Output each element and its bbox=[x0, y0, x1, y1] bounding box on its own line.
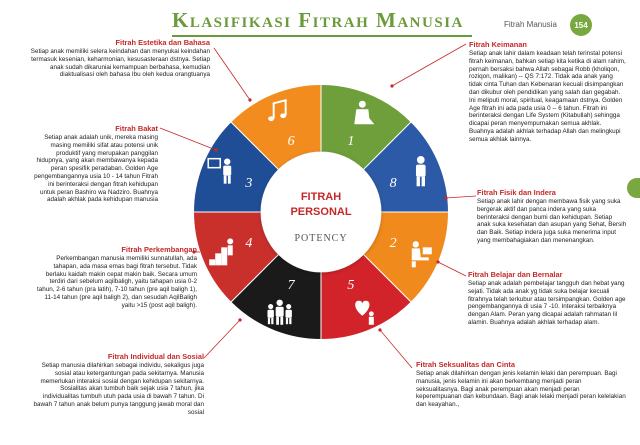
section-body: Setiap anak lahir dengan membawa fisik yang suka bergerak aktif dan panca indera yang suka berinteraksi dengan bumi dan kehidupan. Setiap anak suka kesehatan dan asupan yang Sehat, Bersih dan Baik. Setiap indera juga suka menerima input yang membahagiakan dan menenangkan. bbox=[477, 198, 627, 244]
page-title: Klasifikasi Fitrah Manusia bbox=[172, 8, 464, 32]
connector-dot bbox=[390, 84, 393, 87]
connector-line bbox=[392, 44, 466, 86]
segment-number: 8 bbox=[389, 176, 397, 192]
connector-dot bbox=[436, 260, 439, 263]
segment-number: 1 bbox=[347, 133, 355, 149]
section-title: Fitrah Fisik dan Indera bbox=[477, 188, 556, 197]
section-bakat bbox=[34, 124, 158, 204]
connector-line bbox=[204, 320, 240, 358]
section-title: Fitrah Perkembangan bbox=[121, 245, 197, 254]
connector-dot bbox=[248, 98, 251, 101]
page-number-badge: 154 bbox=[570, 14, 592, 36]
segment-number: 3 bbox=[245, 176, 253, 192]
section-title: Fitrah Individual dan Sosial bbox=[107, 352, 204, 361]
segment-number: 2 bbox=[389, 235, 397, 251]
segment-number: 5 bbox=[347, 278, 355, 294]
section-individual bbox=[30, 352, 204, 417]
connector-line bbox=[160, 128, 216, 150]
section-keimanan bbox=[469, 40, 626, 144]
connector-dot bbox=[378, 328, 381, 331]
segment-number: 6 bbox=[287, 133, 295, 149]
connector-line bbox=[214, 48, 250, 100]
section-body: Setiap anak adalah unik, mereka masing masing memiliki sifat atau potensi unik produktif yang merupakan panggilan hidupnya, yang akan membawanya kepada peran spesifik peradaban. Golden Age pengembangannya usia 10 - 14 tahun Fitrah ini berinteraksi dengan fitrah kehidupan untuk peran Bashiro wa Nadziro. Buahnya adalah akhlak pada kehidupan manusia bbox=[34, 134, 158, 204]
segment-number: 7 bbox=[287, 278, 295, 294]
section-body: Setiap anak lahir dalam keadaan telah terinstal potensi fitrah keimanan, bahkan setiap kita ketika di alam rahim, pernah bersaksi bahwa Allah sebagai Robb (kholiqon, roziqon, malikan) -- QS 7:172. Tidak ada anak yang tidak cinta Tuhan dan Kebenaran kecuali disimpangkan dan dikubur oleh pendidikan yang salah dan gegabah. Ini meliputi moral, spiritual, keagamaan dstnya. Golden Age fitrah ini ada pada usia 0 -- 6 tahun. Fitrah ini berinteraksi dengan Life System (Kitabullah) sehingga dicapai peran menyempurnakan semua akhlak. Buahnya adalah akhlak terhadap Allah dan melingkupi semua akhlak lainnya. bbox=[469, 50, 626, 143]
section-seksualitas bbox=[416, 360, 626, 409]
section-label: Fitrah Manusia bbox=[504, 20, 557, 29]
section-title: Fitrah Belajar dan Bernalar bbox=[468, 270, 563, 279]
section-title: Fitrah Bakat bbox=[115, 124, 158, 133]
segment-number: 4 bbox=[245, 235, 253, 251]
connector-dot bbox=[238, 318, 241, 321]
connector-line bbox=[446, 196, 476, 198]
section-title: Fitrah Seksualitas dan Cinta bbox=[416, 360, 515, 369]
connector-line bbox=[438, 262, 466, 276]
section-body: Perkembangan manusia memiliki sunnatullah, ada tahapan, ada masa emas bagi fitrah tersebut. Tidak berlaku kaidah makin cepat makin baik. Secara umum terdiri dari sebelum aqilbaligh, yaitu tahapan usia 0-2 tahun, 2-6 tahun (pra latih), 7-10 tahun (pre aqil baligh 1), 11-14 tahun (pre aqil baligh 2), dan sesudah AqilBaligh yaitu >15 (post aqil baligh). bbox=[37, 255, 197, 309]
section-body: Setiap anak dilahirkan dengan jenis kelamin lelaki dan perempuan. Bagi manusia, jenis kelamin ini akan berkembang menjadi peran seksualitasnya. Bagi anak perempuan akan menjadi peran keperempuanan dan kebundaan. Bagi anak lelaki menjadi peran kelelakian dan keayahan., bbox=[416, 370, 626, 409]
center-subtitle: POTENCY bbox=[294, 233, 348, 244]
section-estetika bbox=[30, 38, 210, 79]
section-title: Fitrah Estetika dan Bahasa bbox=[115, 38, 210, 47]
section-body: Setiap manusia dilahirkan sebagai individu, sekaligus juga sosial atau ketergantungan pada sekitarnya. Manusia memerlukan interaksi sosial dengan kehidupan sekitarnya. Sosialitas akan tumbuh baik sejak usia 7 tahun, jika individualitas tumbuh utuh pada usia di bawah 7 tahun. Di bawah 7 tahun anak belum punya tanggung jawab moral dan sosial bbox=[33, 362, 204, 416]
connector-line bbox=[380, 330, 412, 368]
section-belajar bbox=[468, 270, 626, 327]
center-title-line-1: FITRAH bbox=[300, 191, 342, 203]
section-fisik bbox=[477, 188, 627, 245]
section-title: Fitrah Keimanan bbox=[469, 40, 527, 49]
connector-dot bbox=[214, 148, 217, 151]
connector-dot bbox=[444, 196, 447, 199]
section-body: Setiap anak adalah pembelajar tangguh dan hebat yang sejati. Tidak ada anak yg tidak suka belajar kecuali fitrahnya telah terkubur atau tersimpangkan. Golden age pengembangannya di usia 7 -10. Interaksi terbaiknya dengan Alam. Peran yang dicapai adalah rahmatan lil alamin. Buahnya adalah akhlak terhadap alam. bbox=[468, 280, 626, 326]
center-title-line-2: PERSONAL bbox=[290, 206, 352, 218]
section-perkembangan bbox=[34, 245, 197, 310]
section-body: Setiap anak memiliki selera keindahan dan menyukai keindahan termasuk kesenian, keharmonian, kesusasteraan dstnya. Setiap anak sudah dikaruniai kemampuan berbahasa, kemudian diaktualisasi oleh bahasa Ibu oleh kedua orangtuanya bbox=[30, 48, 210, 79]
